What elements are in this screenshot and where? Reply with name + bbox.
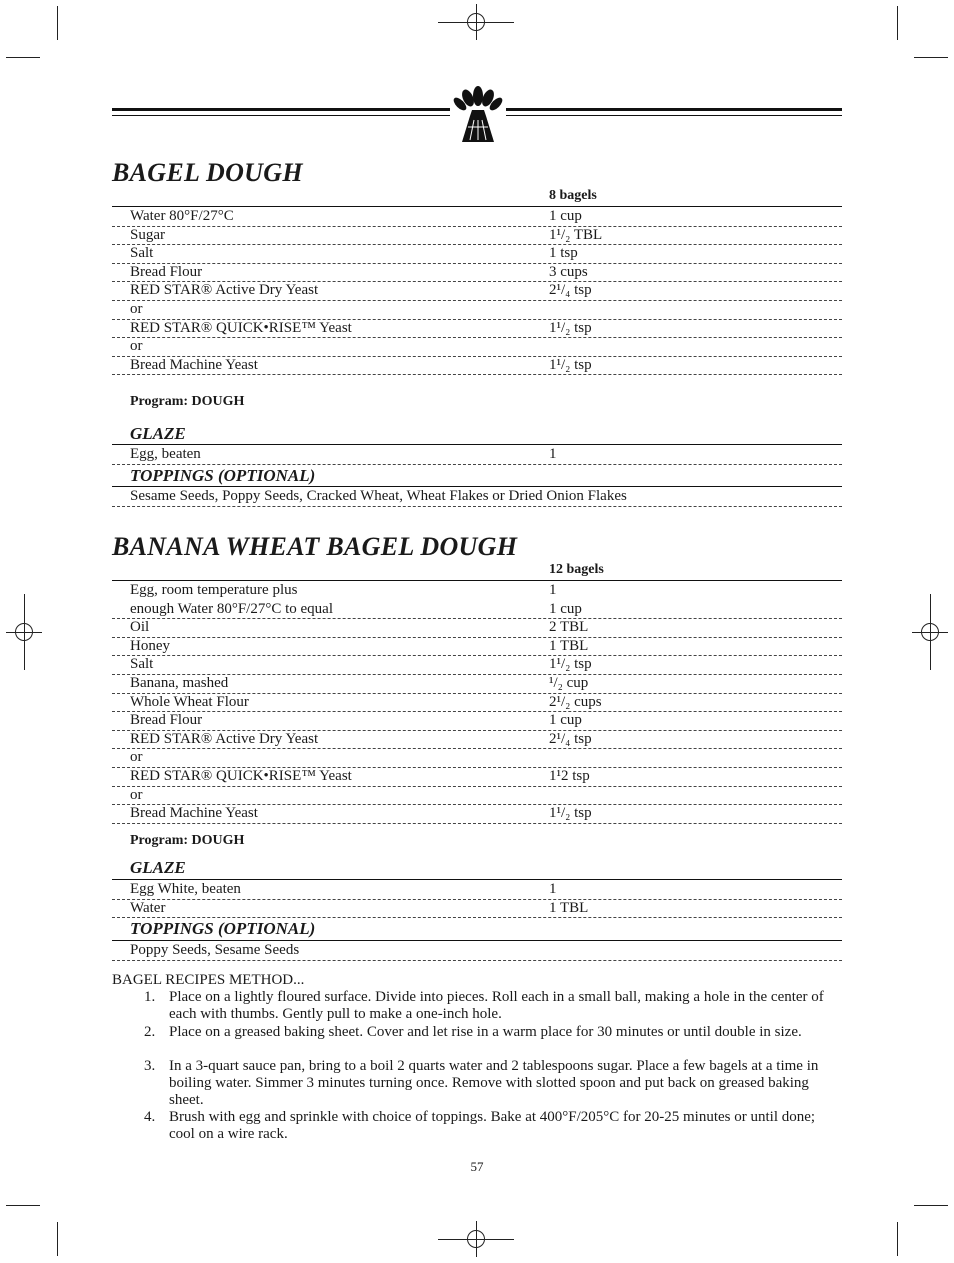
- ingredient-name: Bread Flour: [130, 263, 203, 280]
- ingredient-qty: 1¹/₂ tsp: [549, 656, 592, 673]
- ingredient-name: or: [130, 749, 143, 766]
- recipe-title-bagel-dough: BAGEL DOUGH: [112, 158, 303, 187]
- ingredient-name: Bread Flour: [130, 712, 203, 729]
- glaze-qty: 1: [549, 446, 557, 462]
- yield-header: 12 bagels: [549, 562, 604, 577]
- ingredient-row: [112, 337, 842, 357]
- ingredient-row: [112, 281, 842, 301]
- ingredient-row: [112, 263, 842, 283]
- ingredient-name: or: [130, 786, 143, 803]
- ingredient-qty: 2¹/₄ tsp: [549, 730, 592, 747]
- ingredient-qty: 1¹/₂ tsp: [549, 805, 592, 822]
- ingredient-qty: 1 cup: [549, 208, 582, 224]
- toppings-text: Poppy Seeds, Sesame Seeds: [130, 942, 300, 958]
- toppings-heading: TOPPINGS (OPTIONAL): [130, 466, 316, 485]
- glaze-row: [112, 880, 842, 900]
- ingredient-name: Sugar: [130, 226, 165, 243]
- step-text: Place on a lightly floured surface. Divide into pieces. Roll each in a small ball, making a hole in the center of each with thumbs. Gently pull to make a one-inch hole.: [169, 989, 824, 1022]
- ingredient-name: RED STAR® QUICK•RISE™ Yeast: [130, 768, 352, 784]
- ingredient-row: [112, 804, 842, 824]
- ingredient-qty: 2¹/₂ cups: [549, 693, 602, 710]
- ingredient-qty: 1¹/₂ tsp: [549, 356, 592, 373]
- ingredient-qty: 1¹/₂ tsp: [549, 319, 592, 336]
- yield-header: 8 bagels: [549, 188, 597, 203]
- ingredient-name: Water 80°F/27°C: [130, 208, 234, 224]
- glaze-qty: 1 TBL: [549, 899, 589, 916]
- ingredient-name: or: [130, 338, 143, 355]
- ingredient-name: Bread Machine Yeast: [130, 356, 258, 373]
- wheat-sheaf-icon: [450, 82, 506, 144]
- glaze-heading: GLAZE: [130, 424, 186, 443]
- toppings-row: [112, 487, 842, 507]
- ingredient-name: RED STAR® QUICK•RISE™ Yeast: [130, 319, 352, 336]
- step-number: 3.: [144, 1058, 156, 1074]
- step-text: Place on a greased baking sheet. Cover and let rise in a warm place for 30 minutes or until double in size.: [169, 1024, 802, 1040]
- registration-mark-bottom: [458, 1221, 494, 1257]
- ingredient-row: [112, 748, 842, 768]
- ingredient-qty: 1 cup: [549, 712, 582, 729]
- step-number: 4.: [144, 1109, 156, 1125]
- ingredient-row: [112, 356, 842, 376]
- ingredient-qty: 2 TBL: [549, 619, 589, 636]
- ingredient-name: Bread Machine Yeast: [130, 805, 258, 822]
- registration-mark-left: [6, 614, 42, 650]
- ingredient-row: [112, 711, 842, 731]
- ingredient-qty: 2¹/₄ tsp: [549, 282, 592, 299]
- ingredient-qty: 1 cup: [549, 600, 582, 617]
- program-label: Program: DOUGH: [130, 394, 245, 409]
- step-number: 2.: [144, 1024, 156, 1040]
- ingredient-name: Banana, mashed: [130, 675, 229, 691]
- registration-mark-top: [458, 4, 494, 40]
- ingredient-row: [112, 674, 842, 694]
- toppings-row: [112, 941, 842, 961]
- ingredient-row: [112, 581, 842, 600]
- ingredient-name: RED STAR® Active Dry Yeast: [130, 282, 319, 299]
- registration-mark-right: [912, 614, 948, 650]
- ingredient-row: [112, 786, 842, 806]
- ingredient-qty: ¹/₂ cup: [549, 675, 589, 691]
- method-heading: BAGEL RECIPES METHOD...: [112, 972, 305, 988]
- ingredient-row: [112, 767, 842, 787]
- ingredient-name: Whole Wheat Flour: [130, 693, 249, 710]
- toppings-heading: TOPPINGS (OPTIONAL): [130, 919, 316, 938]
- step-number: 1.: [144, 989, 156, 1005]
- ingredient-name: or: [130, 301, 143, 317]
- ingredient-row: [112, 730, 842, 750]
- ingredient-row: [112, 693, 842, 713]
- page-number: 57: [470, 1159, 484, 1174]
- ingredient-name: Egg, room temperature plus: [130, 582, 298, 598]
- ingredient-row: [112, 207, 842, 227]
- ingredient-qty: 1 tsp: [549, 245, 578, 262]
- program-label: Program: DOUGH: [130, 833, 245, 848]
- ingredient-qty: 1 TBL: [549, 637, 589, 654]
- ingredient-row: [112, 618, 842, 638]
- ingredient-qty: 1: [549, 582, 557, 598]
- glaze-heading: GLAZE: [130, 858, 186, 877]
- glaze-qty: 1: [549, 881, 557, 897]
- toppings-text: Sesame Seeds, Poppy Seeds, Cracked Wheat, Wheat Flakes or Dried Onion Flakes: [130, 488, 627, 504]
- glaze-name: Water: [130, 899, 166, 916]
- ingredient-qty: 1¹2 tsp: [549, 768, 590, 784]
- step-text: Brush with egg and sprinkle with choice of toppings. Bake at 400°F/205°C for 20-25 minutes or until done; cool on a wire rack.: [169, 1109, 816, 1142]
- ingredient-qty: 3 cups: [549, 263, 588, 280]
- ingredient-name: Salt: [130, 656, 154, 673]
- glaze-name: Egg White, beaten: [130, 881, 241, 897]
- ingredient-row: [112, 600, 842, 620]
- ingredient-row: [112, 655, 842, 675]
- ingredient-qty: 1¹/₂ TBL: [549, 226, 603, 243]
- glaze-row: [112, 899, 842, 919]
- ingredient-name: RED STAR® Active Dry Yeast: [130, 730, 319, 747]
- ingredient-row: [112, 300, 842, 320]
- ingredient-name: Oil: [130, 619, 150, 636]
- ingredient-row: [112, 319, 842, 339]
- ingredient-row: [112, 244, 842, 264]
- ingredient-name: enough Water 80°F/27°C to equal: [130, 600, 333, 617]
- ingredient-name: Salt: [130, 245, 154, 262]
- ingredient-row: [112, 226, 842, 246]
- ingredient-row: [112, 637, 842, 657]
- glaze-name: Egg, beaten: [130, 446, 201, 462]
- recipe-title-banana-wheat-bagel-dough: BANANA WHEAT BAGEL DOUGH: [112, 532, 518, 561]
- step-text: In a 3-quart sauce pan, bring to a boil 2 quarts water and 2 tablespoons sugar. Place a few bagels at a time in boiling water. Simmer 3 minutes turning once. Remove with slotted spoon and put back on greased baking sheet.: [169, 1058, 819, 1108]
- ingredient-name: Honey: [130, 637, 170, 654]
- glaze-row: [112, 445, 842, 465]
